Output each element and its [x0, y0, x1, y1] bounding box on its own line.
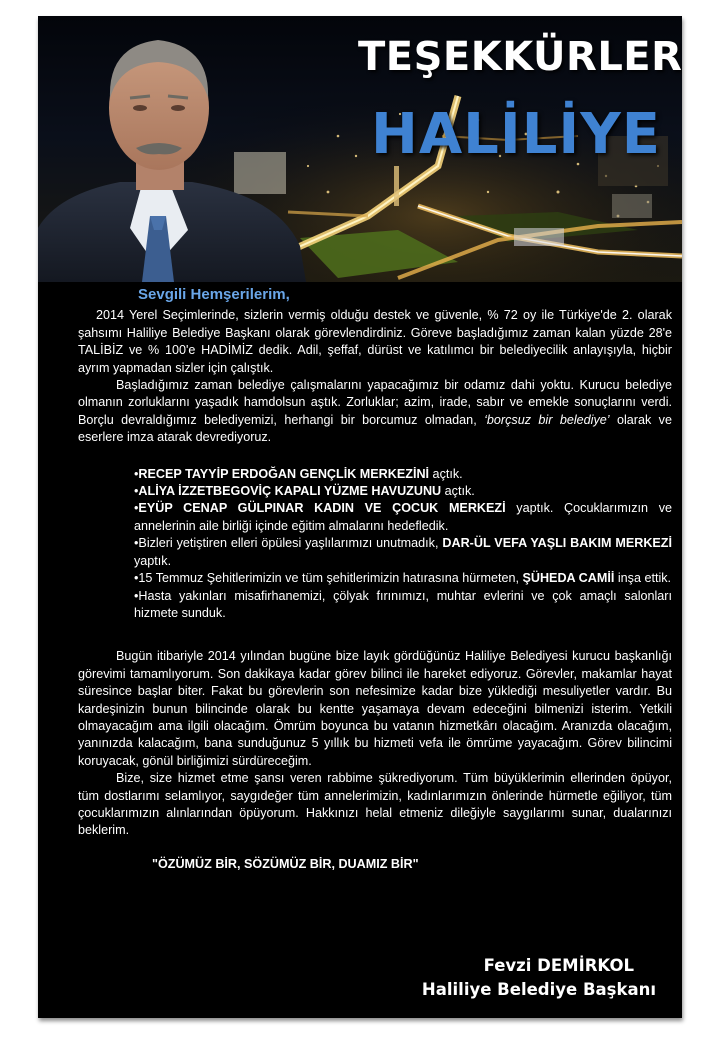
banner-title-haliliye: HALİLİYE: [370, 102, 662, 167]
list-item: •15 Temmuz Şehitlerimizin ve tüm şehitlerimizin hatırasına hürmeten, ŞÜHEDA CAMİİ inşa ettik.: [134, 571, 672, 586]
achievements-list: [134, 466, 672, 623]
list-item: •Hasta yakınları misafirhanemizi, çölyak fırınımızı, muhtar evlerini ve çok amaçlı salonları hizmete sunduk.: [134, 588, 672, 620]
paragraph-thanks: Bize, size hizmet etme şansı veren rabbime şükrediyorum. Tüm büyüklerimin ellerinden öpüyor, tüm dostlarımı selamlıyor, saygıdeğer tüm annelerimizin, kadınlarımızın önlerinde hürmetle eğiliyor, tüm çocuklarımızın alınlarından öpüyorum. Hakkınızı helal etmeniz dileğiyle saygılarımı sunar, dualarınızı beklerim.: [78, 771, 672, 838]
paragraph-start-text: Başladığımız zaman belediye çalışmalarını yapacağımız bir odamız dahi yoktu. Kurucu belediye olmanın zorluklarını yaşadık hamdolsun aştık. Zorluklar; azim, irade, sabır ve emekle sonuçlarını verdi. Borçlu devraldığımız belediyemizi, herhangi bir borcumuz olmadan,: [78, 378, 672, 427]
paragraph-start-end: olarak ve eserlere imza atarak devrediyoruz.: [78, 412, 672, 445]
letter-greeting: Sevgili Hemşerilerim,: [138, 286, 290, 303]
paragraph-start-italic: ‘borçsuz bir belediye’: [484, 412, 610, 427]
signature-name: Fevzi DEMİRKOL: [483, 956, 634, 975]
list-item: •ALİYA İZZETBEGOVİÇ KAPALI YÜZME HAVUZUNU açtık.: [134, 484, 475, 499]
paragraph-start: [78, 377, 672, 447]
paragraph-farewell: Bugün itibariyle 2014 yılından bugüne bize layık gördüğünüz Haliliye Belediyesi kurucu başkanlığı görevimi tamamlıyorum. Son dakikaya kadar görev bilinci ile hareket ediyoruz. Görevler, makamlar hayat süresince başlar biter. Fakat bu görevlerin son nefesimize kadar bize yüklediği mesuliyetler vardır. Bu kardeşinizin bunun bilincinde olarak bu kentte yaşamaya devam edeceğini bilmenizi isterim. Yetkili olmayacağım ama ilgili olacağım. Ömrüm boyunca bu vatanın hizmetkârı olacağım. Aranızda olacağım, yanınızda kalacağım, bana sunduğunuz 5 yıllık bu hizmeti vefa ile ömrüme yayacağım. Görev bilincimi koruyacak, gönül birliğimizi sürdüreceğim.: [78, 649, 672, 768]
motto: "ÖZÜMÜZ BİR, SÖZÜMÜZ BİR, DUAMIZ BİR": [152, 856, 419, 871]
list-item: •EYÜP CENAP GÜLPINAR KADIN VE ÇOCUK MERKEZİ yaptık. Çocuklarımızın ve annelerinin aile birliği içinde eğitim almalarını hedefledik.: [134, 501, 672, 533]
list-item: •Bizleri yetiştiren elleri öpülesi yaşlılarımızı unutmadık, DAR-ÜL VEFA YAŞLI BAKIM MERKEZİ yaptık.: [134, 536, 673, 568]
signature-block: [378, 954, 668, 1002]
paragraph-elections: 2014 Yerel Seçimlerinde, sizlerin vermiş olduğu destek ve güvenle, % 72 oy ile Türkiye'de 2. olarak şahsımı Haliliye Belediye Başkanı olarak görevlendirdiniz. Göreve başladığımız zaman kalan yüzde 28'e TALİBİZ ve % 100'e HADİMİZ dedik. Adil, şeffaf, dürüst ve katılımcı bir belediyecilik anlayışıyla, hiçbir ayrım yapmadan sizler için çalıştık.: [78, 308, 672, 375]
poster: [38, 16, 682, 1018]
signature-title: Haliliye Belediye Başkanı: [421, 980, 656, 999]
list-item: •RECEP TAYYİP ERDOĞAN GENÇLİK MERKEZİNİ açtık.: [134, 466, 463, 481]
banner-title-thanks: TEŞEKKÜRLER: [358, 34, 682, 80]
header-banner: [38, 16, 682, 282]
letter-body: [78, 286, 672, 873]
